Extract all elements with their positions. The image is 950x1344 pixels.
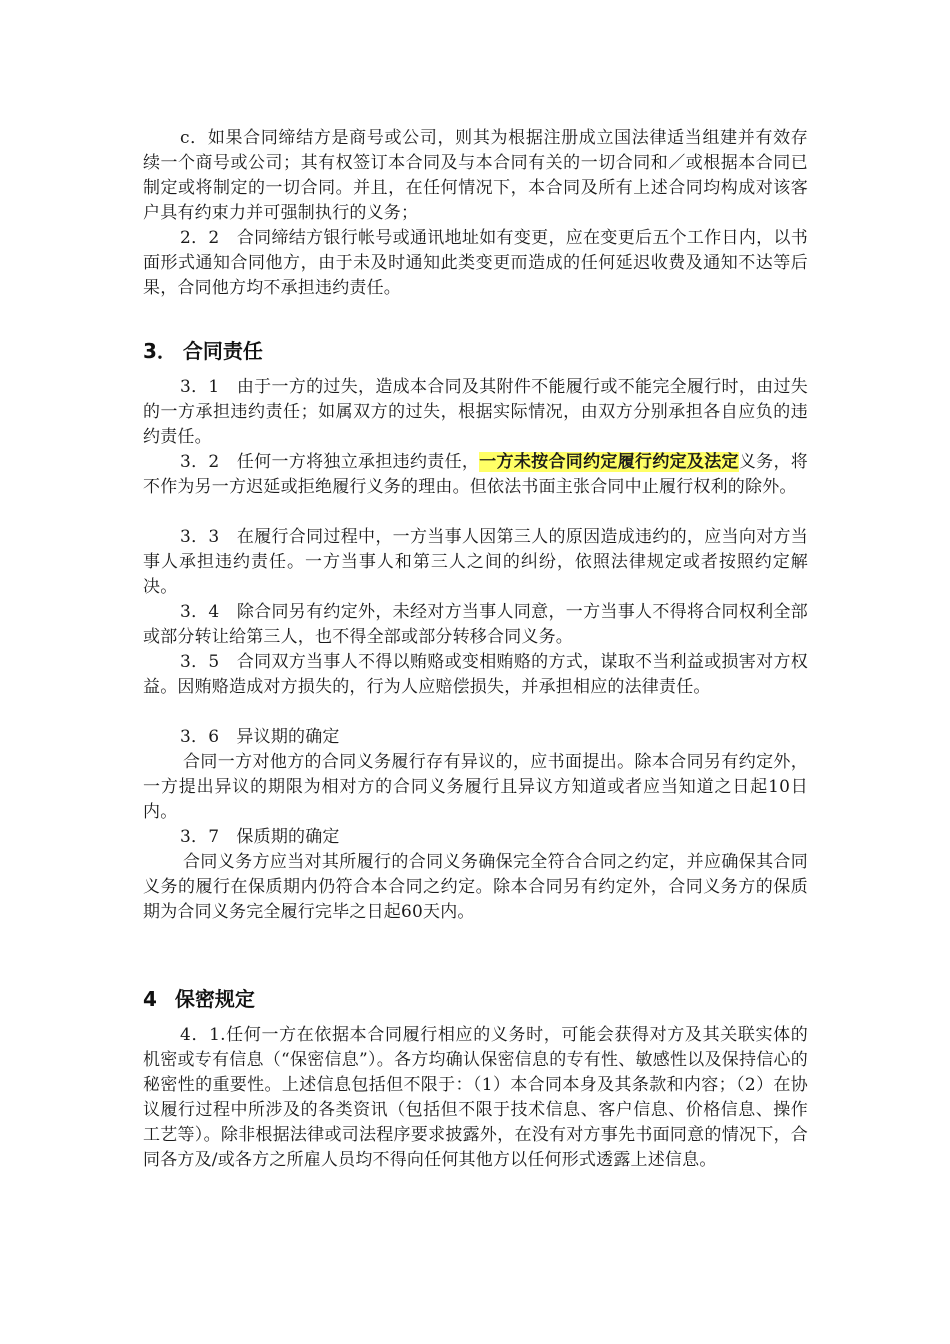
- clause-2-2: 2．2 合同缔结方银行帐号或通讯地址如有变更，应在变更后五个工作日内，以书面形式通知合同他方，由于未及时通知此类变更而造成的任何延迟收费及通知不达等后果，合同他方均不承担违约责任。: [143, 228, 808, 298]
- clause-4-1: 4．1.任何一方在依据本合同履行相应的义务时，可能会获得对方及其关联实体的机密或专有信息（“保密信息”）。各方均确认保密信息的专有性、敏感性以及保持信心的秘密性的重要性。上述信息包括但不限于：（1）本合同本身及其条款和内容；（2）在协议履行过程中所涉及的各类资讯（包括但不限于技术信息、客户信息、价格信息、操作工艺等）。除非根据法律或司法程序要求披露外，在没有对方事先书面同意的情况下，合同各方及/或各方之所雇人员均不得向任何其他方以任何形式透露上述信息。: [143, 1025, 808, 1170]
- clause-3-2-rest: 义务，将不作为另一方迟延或拒绝履行义务的理由。但依法书面主张合同中止履行权利的除外。: [143, 452, 809, 497]
- clause-3-5: 3．5 合同双方当事人不得以贿赂或变相贿赂的方式，谋取不当利益或损害对方权益。因贿赂造成对方损失的，行为人应赔偿损失，并承担相应的法律责任。: [143, 652, 808, 697]
- clause-3-2-lead: 3．2 任何一方将独立承担违约责任，: [180, 452, 480, 472]
- clause-3-3: 3．3 在履行合同过程中，一方当事人因第三人的原因造成违约的，应当向对方当事人承担违约责任。一方当事人和第三人之间的纠纷，依照法律规定或者按照约定解决。: [143, 527, 808, 597]
- clause-3-7-body: 合同义务方应当对其所履行的合同义务确保完全符合合同之约定，并应确保其合同义务的履行在保质期内仍符合本合同之约定。除本合同另有约定外，合同义务方的保质期为合同义务完全履行完毕之日起60天内。: [143, 852, 808, 922]
- section-4-number: 4: [143, 987, 157, 1011]
- clause-3-4: 3．4 除合同另有约定外，未经对方当事人同意，一方当事人不得将合同权利全部或部分转让给第三人，也不得全部或部分转移合同义务。: [143, 602, 808, 647]
- section-3-heading: [143, 338, 263, 364]
- highlighted-text: 一方未按合同约定履行约定及法定: [479, 452, 739, 472]
- section-4-heading: [143, 986, 255, 1012]
- clause-3-6-body: 合同一方对他方的合同义务履行存有异议的，应书面提出。除本合同另有约定外，一方提出异议的期限为相对方的合同义务履行且异议方知道或者应当知道之日起10日内。: [143, 752, 808, 822]
- clause-3-1: 3．1 由于一方的过失，造成本合同及其附件不能履行或不能完全履行时，由过失的一方承担违约责任；如属双方的过失，根据实际情况，由双方分别承担各自应负的违约责任。: [143, 377, 808, 447]
- clause-3-2: [143, 450, 808, 500]
- clause-3-7-title: 3．7 保质期的确定: [180, 827, 340, 847]
- section-4-title: 保密规定: [174, 987, 255, 1011]
- section-3-title: 合同责任: [182, 339, 263, 363]
- section-3-number: 3．: [143, 339, 177, 363]
- clause-3-6-title: 3．6 异议期的确定: [180, 727, 340, 747]
- clause-2-c: c．如果合同缔结方是商号或公司，则其为根据注册成立国法律适当组建并有效存续一个商号或公司；其有权签订本合同及与本合同有关的一切合同和／或根据本合同已制定或将制定的一切合同。并且，在任何情况下，本合同及所有上述合同均构成对该客户具有约束力并可强制执行的义务；: [143, 128, 808, 223]
